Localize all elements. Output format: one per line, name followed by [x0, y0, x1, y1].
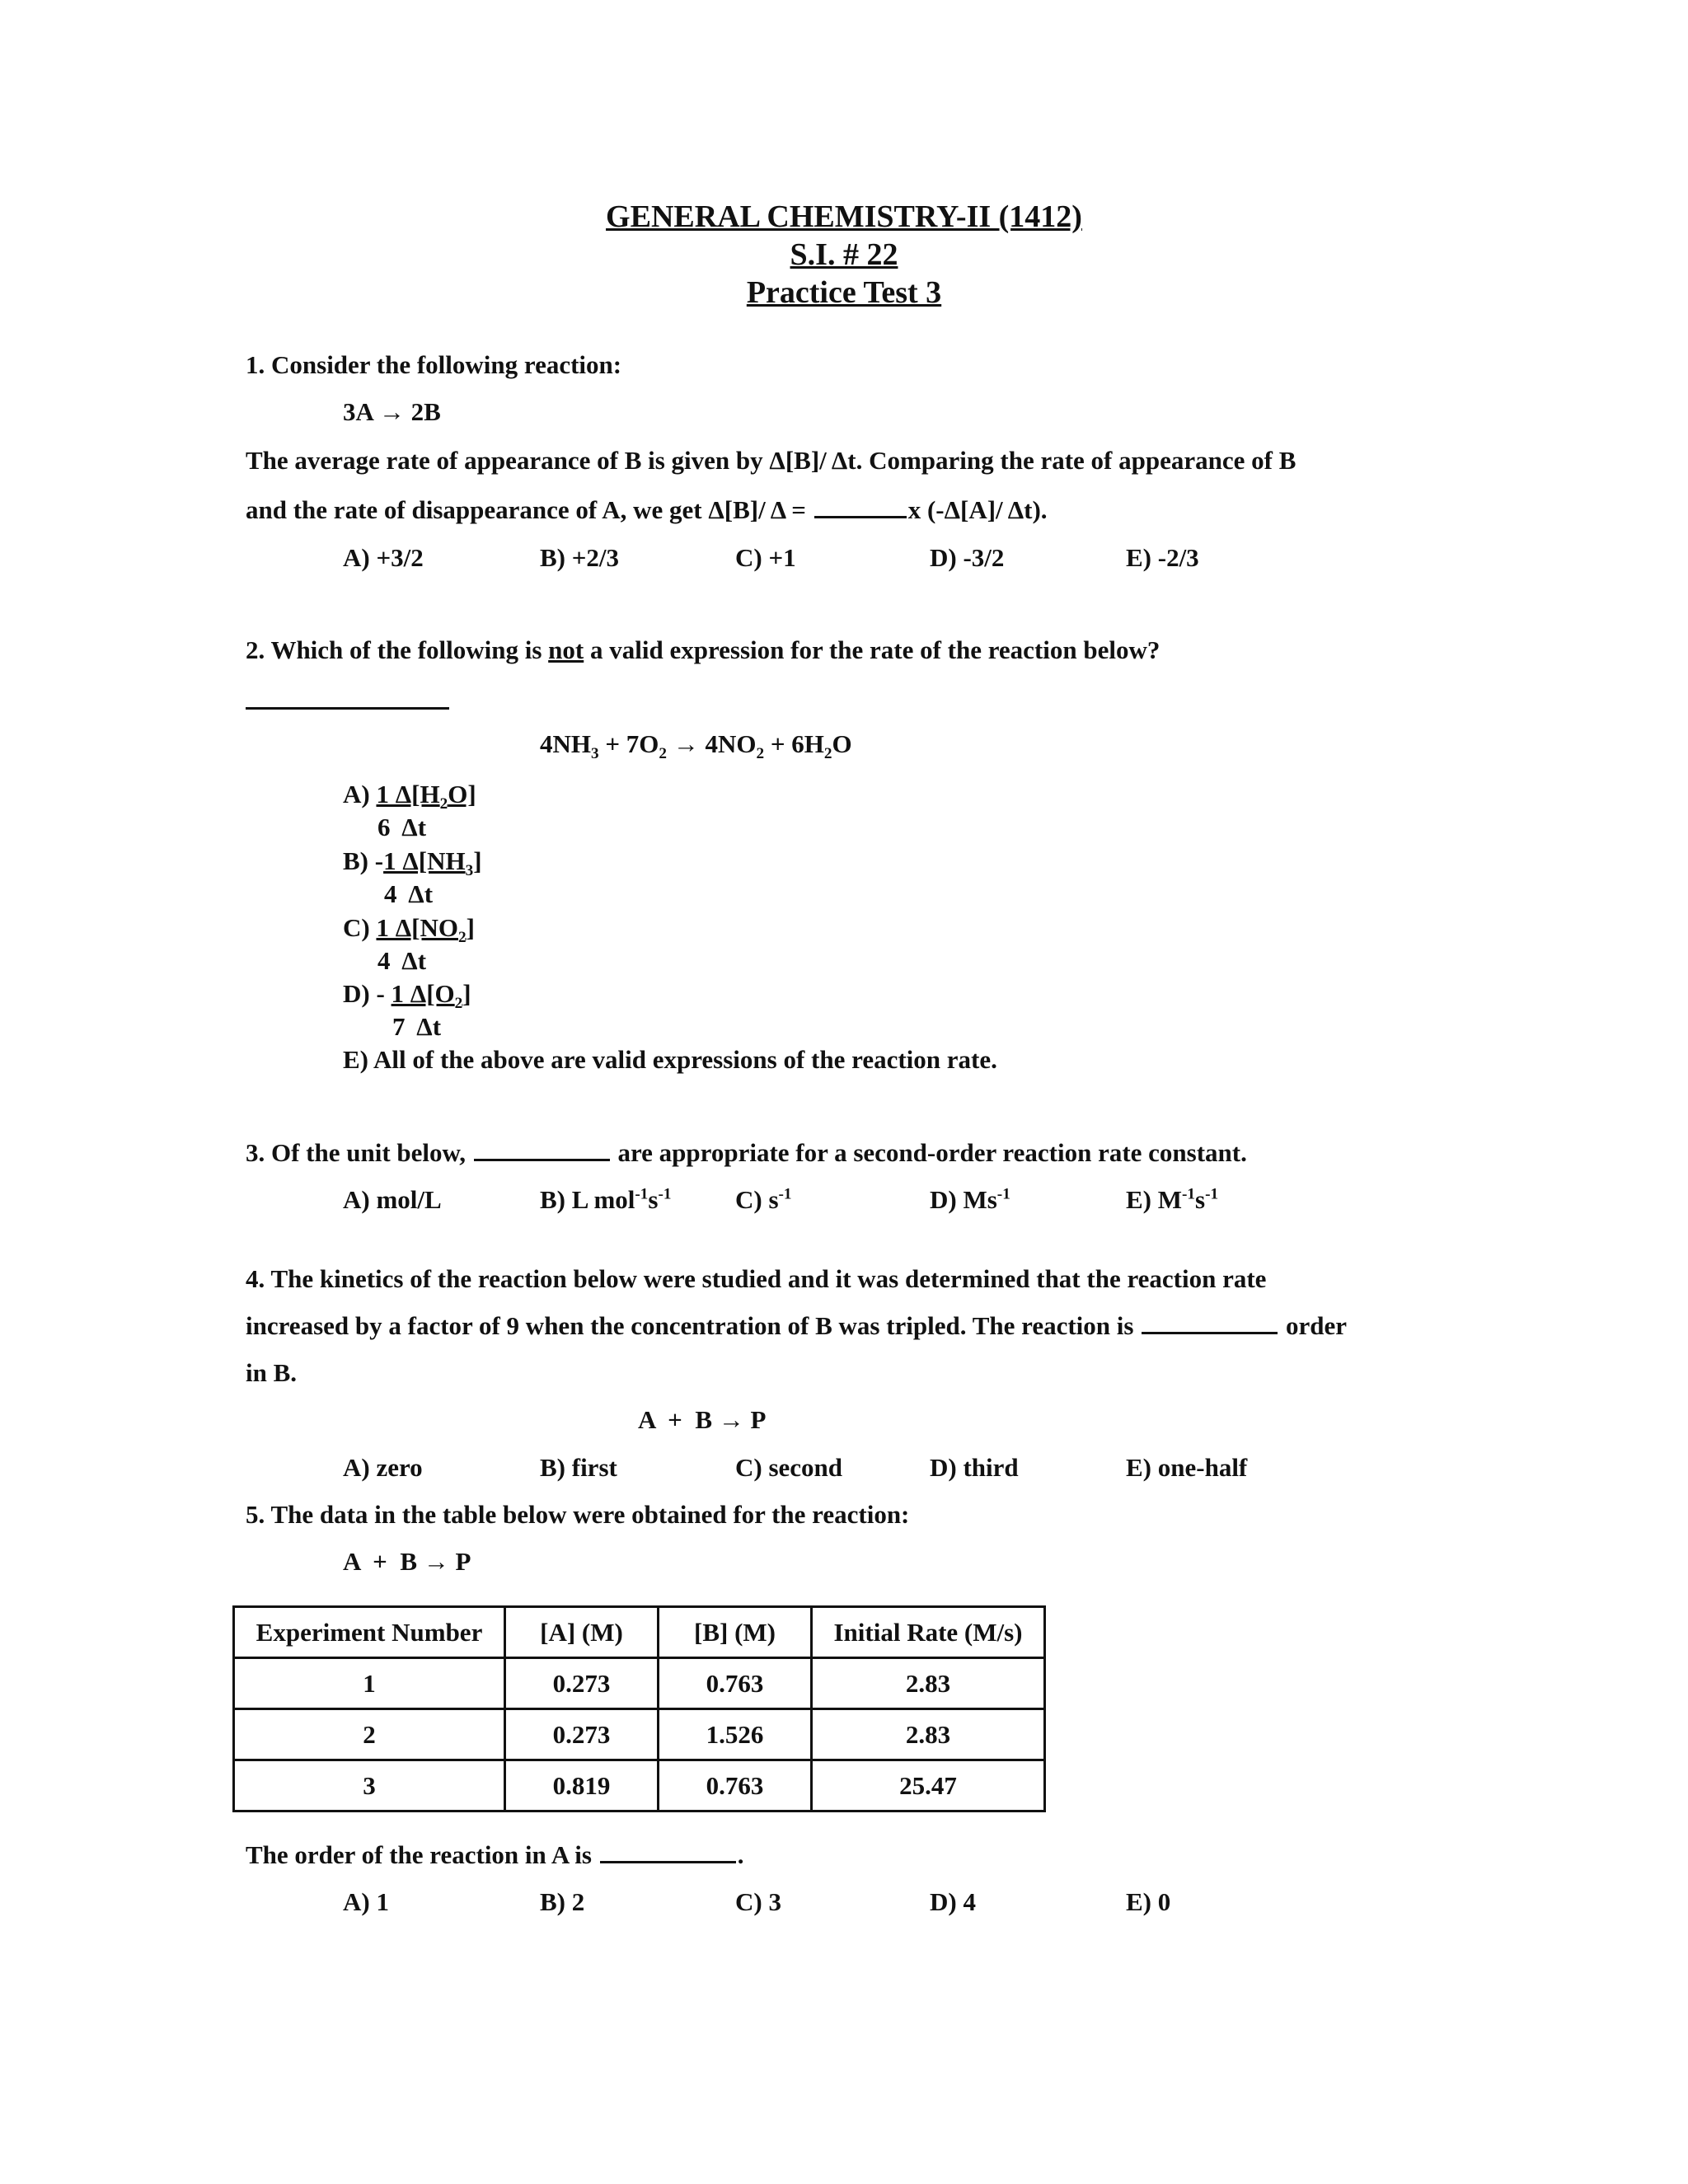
q4-reaction: A + B → P [638, 1405, 767, 1434]
q5-order-text: The order of the reaction in A is [246, 1840, 598, 1869]
table-cell: 2.83 [812, 1658, 1045, 1709]
table-cell: 25.47 [812, 1760, 1045, 1811]
table-header-row [234, 1607, 1045, 1658]
q2-r2-sub: 2 [659, 745, 668, 763]
q2-choice-b-num: 1 Δ[NH [383, 846, 466, 875]
q3-choice-b-mid: s [648, 1185, 659, 1214]
table-cell: 0.273 [505, 1658, 659, 1709]
q3-answer-blank[interactable] [474, 1158, 610, 1161]
q4-answer-blank[interactable] [1142, 1331, 1278, 1334]
q4-choice-e: E) one-half [1126, 1453, 1248, 1482]
q5-order-question [246, 1842, 743, 1868]
q2-p1: 4NO [705, 729, 757, 758]
q2-choice-a-label: A) [343, 780, 377, 808]
q4-line2-tail: order [1279, 1311, 1347, 1340]
q3-choice-d-sup1: -1 [996, 1185, 1010, 1203]
table-header-cell: Experiment Number [234, 1607, 505, 1658]
q2-r2: 7O [626, 729, 659, 758]
q3-prompt-start: 3. Of the unit below, [246, 1138, 472, 1167]
q1-choice-d: D) -3/2 [930, 543, 1005, 572]
q4-line2-text: increased by a factor of 9 when the concentration of B was tripled. The reaction is [246, 1311, 1141, 1340]
table-cell: 0.273 [505, 1709, 659, 1760]
q2-choice-c-numerator [343, 913, 475, 947]
q2-choice-b-num-tail: ] [473, 846, 482, 875]
q2-r1-sub: 3 [591, 745, 599, 763]
q2-choice-d-label: D) - [343, 979, 392, 1008]
q4-line2 [246, 1313, 1347, 1338]
q3-choice-e-sup2: -1 [1205, 1185, 1219, 1203]
q4-line3: in B. [246, 1358, 298, 1387]
q2-choice-a-num: 1 Δ[H [376, 780, 440, 808]
q5-prompt: 5. The data in the table below were obtained for the reaction: [246, 1500, 910, 1529]
q5-answer-blank[interactable] [600, 1860, 736, 1863]
q2-choice-c-denominator: 4 Δt [377, 946, 427, 975]
q2-choice-a-sub: 2 [439, 795, 448, 813]
q2-choice-b-label: B) - [343, 846, 384, 875]
q3-choice-d-base: D) Ms [930, 1185, 997, 1214]
table-row [234, 1760, 1045, 1811]
q2-p2-tail: O [832, 729, 852, 758]
q1-choice-e: E) -2/3 [1126, 543, 1199, 572]
q2-choice-c-num-tail: ] [466, 913, 475, 942]
q3-choice-c-base: C) s [735, 1185, 779, 1214]
test-name: Practice Test 3 [746, 275, 942, 310]
q3-prompt [246, 1140, 1247, 1165]
q2-choice-c-label: C) [343, 913, 377, 942]
q2-choice-b-sub: 3 [465, 862, 474, 880]
q2-arrow: → [667, 729, 706, 758]
q3-choice-c [735, 1187, 792, 1212]
q3-choice-e [1126, 1187, 1218, 1212]
q3-prompt-end: are appropriate for a second-order reaction rate constant. [611, 1138, 1247, 1167]
q5-choice-a: A) 1 [343, 1887, 389, 1916]
q3-choice-b-sup2: -1 [658, 1185, 672, 1203]
q2-choice-d-sub: 2 [454, 995, 463, 1013]
q1-prompt: 1. Consider the following reaction: [246, 350, 622, 379]
q2-plus2: + [764, 729, 792, 758]
q1-choice-c: C) +1 [735, 543, 796, 572]
q2-choice-a-num-tail: O] [448, 780, 476, 808]
session-number: S.I. # 22 [790, 237, 898, 272]
table-cell: 1.526 [659, 1709, 812, 1760]
table-row [234, 1709, 1045, 1760]
table-row [234, 1658, 1045, 1709]
q4-choice-d: D) third [930, 1453, 1019, 1482]
q1-line2-tail: x (-Δ[A]/ Δt). [907, 495, 1048, 524]
q4-choice-b: B) first [540, 1453, 617, 1482]
q1-line1: The average rate of appearance of B is given by Δ[B]/ Δt. Comparing the rate of appearance of B [246, 446, 1296, 475]
q2-p1-sub: 2 [756, 745, 765, 763]
q2-p2: 6H [791, 729, 824, 758]
table-cell: 0.763 [659, 1760, 812, 1811]
q4-choice-c: C) second [735, 1453, 843, 1482]
q2-choice-a-numerator [343, 780, 476, 813]
q5-choice-b: B) 2 [540, 1887, 585, 1916]
q2-reaction [540, 729, 852, 763]
q5-choice-e: E) 0 [1126, 1887, 1171, 1916]
q2-choice-a-denominator: 6 Δt [377, 813, 427, 841]
q2-choice-e: E) All of the above are valid expressions of the reaction rate. [343, 1045, 997, 1074]
q5-choice-c: C) 3 [735, 1887, 781, 1916]
q3-choice-e-mid: s [1195, 1185, 1206, 1214]
q2-plus1: + [598, 729, 626, 758]
q3-choice-c-sup1: -1 [778, 1185, 792, 1203]
q2-p2-sub: 2 [823, 745, 832, 763]
q3-choice-b [540, 1187, 671, 1212]
q4-choice-a: A) zero [343, 1453, 423, 1482]
q2-r1: 4NH [540, 729, 591, 758]
table-cell: 1 [234, 1658, 505, 1709]
course-title: GENERAL CHEMISTRY-II (1412) [606, 199, 1082, 234]
table-cell: 2 [234, 1709, 505, 1760]
q1-choice-a: A) +3/2 [343, 543, 424, 572]
q3-choice-e-sup1: -1 [1182, 1185, 1196, 1203]
q2-choice-d-denominator: 7 Δt [392, 1012, 442, 1041]
table-cell: 3 [234, 1760, 505, 1811]
q3-choice-e-base: E) M [1126, 1185, 1183, 1214]
q2-choice-d-num: 1 Δ[O [391, 979, 455, 1008]
q3-choice-a: A) mol/L [343, 1185, 442, 1214]
q2-prompt [246, 637, 1160, 663]
q5-data-table [232, 1605, 1046, 1812]
q5-order-tail: . [737, 1840, 744, 1869]
q3-choice-d [930, 1187, 1010, 1212]
q2-choice-c-sub: 2 [457, 929, 467, 947]
q1-line2 [246, 497, 1048, 523]
table-cell: 2.83 [812, 1709, 1045, 1760]
q2-choice-b-numerator [343, 846, 482, 880]
q2-choice-d-num-tail: ] [462, 979, 471, 1008]
q2-prompt-start: 2. Which of the following is [246, 635, 549, 664]
q3-choice-b-base: B) L mol [540, 1185, 635, 1214]
q4-line1: 4. The kinetics of the reaction below were studied and it was determined that the reaction rate [246, 1264, 1267, 1293]
q2-prompt-end: a valid expression for the rate of the reaction below? [584, 635, 1160, 664]
table-cell: 0.763 [659, 1658, 812, 1709]
q2-choice-c-num: 1 Δ[NO [376, 913, 458, 942]
q2-choice-d-numerator [343, 979, 471, 1013]
table-header-cell: Initial Rate (M/s) [812, 1607, 1045, 1658]
q5-choice-d: D) 4 [930, 1887, 976, 1916]
table-header-cell: [A] (M) [505, 1607, 659, 1658]
q5-reaction: A + B → P [343, 1547, 471, 1576]
q1-choice-b: B) +2/3 [540, 543, 620, 572]
q1-reaction: 3A → 2B [343, 397, 441, 426]
q3-choice-b-sup1: -1 [635, 1185, 649, 1203]
table-cell: 0.819 [505, 1760, 659, 1811]
q2-answer-blank[interactable] [246, 707, 449, 710]
q2-prompt-not: not [548, 635, 584, 664]
q2-choice-b-denominator: 4 Δt [384, 879, 434, 908]
table-header-cell: [B] (M) [659, 1607, 812, 1658]
q1-answer-blank[interactable] [814, 515, 907, 518]
q1-line2-text: and the rate of disappearance of A, we get Δ[B]/ Δ = [246, 495, 813, 524]
